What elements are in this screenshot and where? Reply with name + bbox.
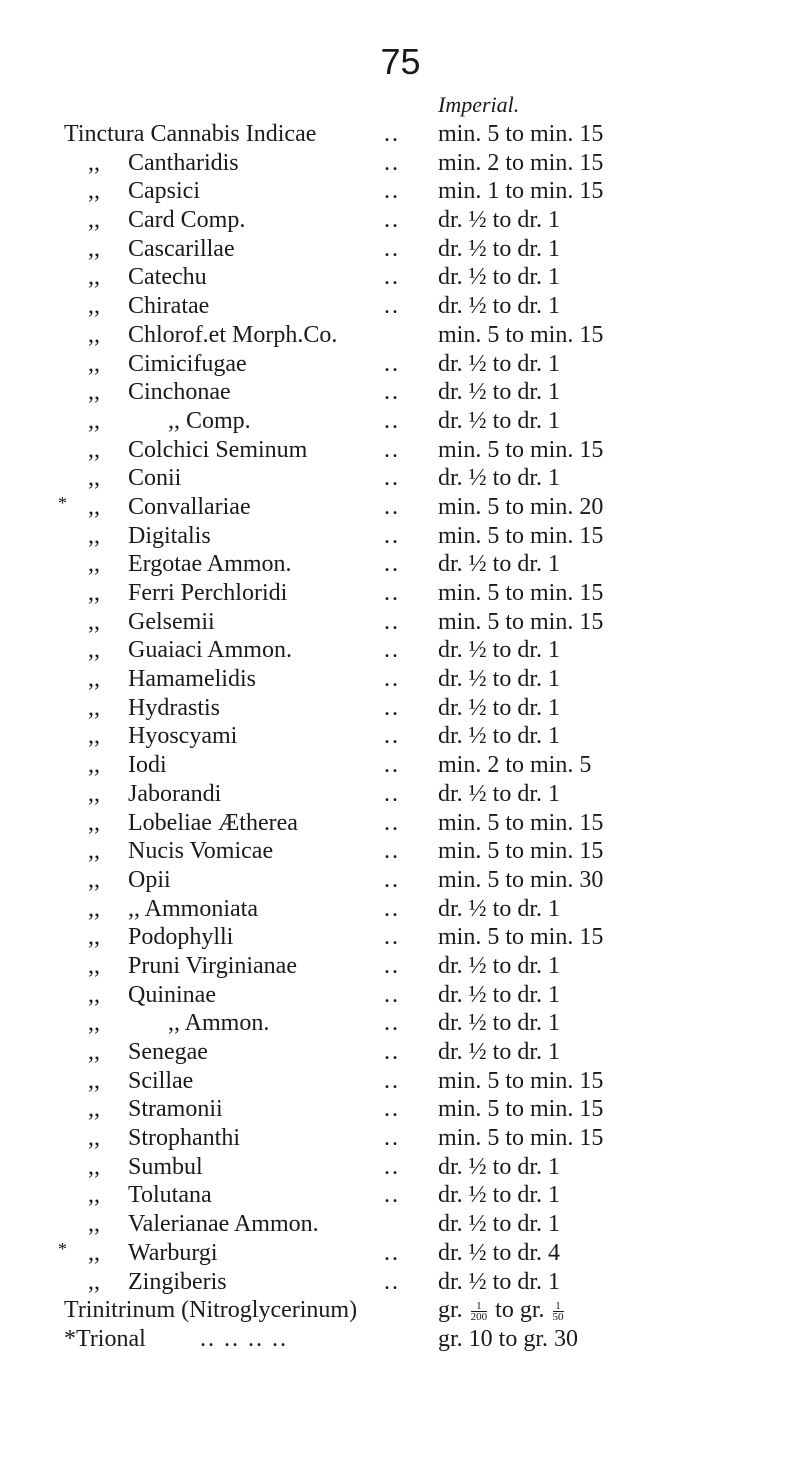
dose-range: dr. ½ to dr. 1: [438, 407, 561, 434]
table-row: [0, 923, 801, 952]
table-row: [0, 350, 801, 379]
table-row: [0, 694, 801, 723]
ditto-mark: ,,: [88, 1067, 100, 1094]
ditto-mark: ,,: [88, 207, 100, 234]
leader-dots: ..: [384, 723, 400, 750]
preparation-name: Chiratae: [128, 293, 210, 320]
dose-range: min. 5 to min. 15: [438, 522, 604, 549]
preparation-name: Zingiberis: [128, 1268, 227, 1295]
ditto-mark: ,,: [88, 809, 100, 836]
leader-dots: ..: [384, 924, 400, 951]
ditto-mark: ,,: [88, 1039, 100, 1065]
leader-dots: ..: [384, 752, 400, 779]
dose-range: dr. ½ to dr. 1: [438, 1039, 561, 1065]
dose-range: dr. ½ to dr. 1: [438, 379, 561, 406]
dose-range: dr. ½ to dr. 1: [438, 981, 561, 1008]
dose-range: min. 5 to min. 15: [438, 924, 604, 951]
dose-table: [0, 120, 801, 1354]
preparation-name: Trinitrinum (Nitroglycerinum): [64, 1297, 358, 1324]
table-row: [0, 522, 801, 551]
table-row: [0, 636, 801, 665]
leader-dots: ..: [384, 1096, 400, 1123]
dose-range: dr. ½ to dr. 1: [438, 207, 561, 234]
table-row: [0, 780, 801, 809]
dose-range: min. 5 to min. 15: [438, 1067, 604, 1094]
ditto-mark: ,,: [88, 580, 100, 606]
dose-range: dr. ½ to dr. 1: [438, 1211, 561, 1238]
leader-dots: .. .. .. ..: [200, 1325, 288, 1352]
leader-dots: ..: [384, 838, 400, 865]
preparation-name: Hamamelidis: [128, 666, 256, 693]
ditto-mark: ,,: [88, 1153, 100, 1180]
table-row: [0, 1210, 801, 1239]
preparation-name: Stramonii: [128, 1096, 223, 1123]
ditto-mark: ,,: [88, 178, 100, 205]
ditto-mark: ,,: [88, 293, 100, 320]
leader-dots: ..: [384, 264, 400, 291]
fraction: $\frac{1}{200}$: [470, 1300, 488, 1324]
leader-dots: ..: [384, 1010, 400, 1037]
dose-range: dr. ½ to dr. 1: [438, 666, 561, 693]
ditto-mark: ,,: [88, 149, 100, 176]
dose-range: min. 5 to min. 15: [438, 838, 604, 865]
table-row: [0, 407, 801, 436]
table-row: [0, 722, 801, 751]
dose-range: min. 5 to min. 30: [438, 866, 604, 893]
ditto-mark: ,,: [88, 666, 100, 693]
table-row: [0, 493, 801, 522]
table-row: [0, 436, 801, 465]
dose-range: dr. ½ to dr. 1: [438, 1268, 561, 1295]
leader-dots: ..: [384, 694, 400, 721]
dose-range: min. 5 to min. 20: [438, 493, 604, 520]
ditto-mark: ,,: [88, 1182, 100, 1209]
leader-dots: ..: [384, 235, 400, 262]
preparation-name: Quininae: [128, 981, 216, 1008]
ditto-mark: ,,: [88, 752, 100, 779]
ditto-mark: ,,: [88, 379, 100, 406]
fraction: $\frac{1}{50}$: [552, 1300, 564, 1324]
preparation-name: ,, Ammon.: [168, 1010, 270, 1037]
dose-range: dr. ½ to dr. 1: [438, 1153, 561, 1180]
preparation-name: Catechu: [128, 264, 207, 291]
ditto-mark: ,,: [88, 1211, 100, 1238]
ditto-mark: ,,: [88, 1010, 100, 1037]
page-number: 75: [380, 41, 421, 82]
table-row: [0, 235, 801, 264]
dose-range: dr. ½ to dr. 4: [438, 1239, 561, 1266]
preparation-name: ,, Ammoniata: [128, 895, 258, 922]
dose-range: dr. ½ to dr. 1: [438, 235, 561, 262]
dose-range: dr. ½ to dr. 1: [438, 293, 561, 320]
leader-dots: ..: [384, 1067, 400, 1094]
dose-range: dr. ½ to dr. 1: [438, 694, 561, 721]
preparation-name: Cantharidis: [128, 149, 239, 176]
table-row: [0, 378, 801, 407]
dose-range: min. 5 to min. 15: [438, 121, 604, 147]
dose-range: dr. ½ to dr. 1: [438, 551, 561, 578]
table-row: [0, 1038, 801, 1067]
table-row: [0, 895, 801, 924]
leader-dots: ..: [384, 522, 400, 549]
ditto-mark: ,,: [88, 838, 100, 865]
table-row: [0, 981, 801, 1010]
preparation-name: Cascarillae: [128, 235, 235, 262]
leader-dots: ..: [384, 436, 400, 463]
ditto-mark: ,,: [88, 321, 100, 348]
preparation-name: Senegae: [128, 1039, 208, 1065]
column-heading: Imperial.: [438, 92, 520, 117]
preparation-name: Opii: [128, 866, 171, 893]
table-row: [0, 177, 801, 206]
ditto-mark: ,,: [88, 436, 100, 463]
dose-range: dr. ½ to dr. 1: [438, 350, 561, 377]
dose-range: dr. ½ to dr. 1: [438, 780, 561, 807]
preparation-name: Sumbul: [128, 1153, 203, 1180]
dose-range: dr. ½ to dr. 1: [438, 465, 561, 492]
ditto-mark: ,,: [88, 493, 100, 520]
ditto-mark: ,,: [88, 723, 100, 750]
dose-range: dr. ½ to dr. 1: [438, 723, 561, 750]
preparation-name: Hyoscyami: [128, 723, 238, 750]
preparation-name: Hydrastis: [128, 694, 220, 721]
ditto-mark: ,,: [88, 1239, 100, 1266]
preparation-name: Jaborandi: [128, 780, 222, 807]
preparation-name: Cimicifugae: [128, 350, 247, 377]
preparation-name: Colchici Seminum: [128, 436, 308, 463]
leader-dots: ..: [384, 981, 400, 1008]
table-row: [0, 1124, 801, 1153]
preparation-name: Scillae: [128, 1067, 194, 1094]
leader-dots: ..: [384, 1182, 400, 1209]
preparation-name: Tinctura Cannabis Indicae: [64, 121, 317, 147]
table-row: [0, 665, 801, 694]
ditto-mark: ,,: [88, 407, 100, 434]
preparation-name: Chlorof.et Morph.Co.: [128, 321, 338, 348]
dose-range: dr. ½ to dr. 1: [438, 895, 561, 922]
table-row: [0, 751, 801, 780]
table-row: [0, 952, 801, 981]
leader-dots: ..: [384, 608, 400, 635]
table-row: [0, 1067, 801, 1096]
leader-dots: ..: [384, 465, 400, 492]
preparation-name: Gelsemii: [128, 608, 215, 635]
ditto-mark: ,,: [88, 264, 100, 291]
table-row: [0, 1009, 801, 1038]
dose-range: min. 2 to min. 15: [438, 149, 604, 176]
ditto-mark: ,,: [88, 551, 100, 578]
dose-range: min. 5 to min. 15: [438, 1096, 604, 1123]
table-row: [0, 608, 801, 637]
ditto-mark: ,,: [88, 1096, 100, 1123]
dose-range: dr. ½ to dr. 1: [438, 1010, 561, 1037]
leader-dots: ..: [384, 866, 400, 893]
table-row: [0, 263, 801, 292]
preparation-name: Strophanthi: [128, 1125, 240, 1152]
dose-range: min. 1 to min. 15: [438, 178, 604, 205]
ditto-mark: ,,: [88, 694, 100, 721]
preparation-name: Cinchonae: [128, 379, 231, 406]
table-row: [0, 206, 801, 235]
dose-range: min. 5 to min. 15: [438, 809, 604, 836]
dose-range: dr. ½ to dr. 1: [438, 952, 561, 979]
table-row: [0, 579, 801, 608]
preparation-name: Ergotae Ammon.: [128, 551, 292, 578]
preparation-name: Nucis Vomicae: [128, 838, 274, 865]
leader-dots: ..: [384, 350, 400, 377]
leader-dots: ..: [384, 1125, 400, 1152]
ditto-mark: ,,: [88, 780, 100, 807]
ditto-mark: ,,: [88, 608, 100, 635]
ditto-mark: ,,: [88, 924, 100, 951]
preparation-name: Conii: [128, 465, 182, 492]
dose-range: min. 5 to min. 15: [438, 436, 604, 463]
leader-dots: ..: [384, 780, 400, 807]
ditto-mark: ,,: [88, 1268, 100, 1295]
preparation-name: Ferri Perchloridi: [128, 580, 288, 606]
preparation-name: Lobeliae Ætherea: [128, 809, 298, 836]
leader-dots: ..: [384, 551, 400, 578]
dose-range: dr. ½ to dr. 1: [438, 637, 561, 664]
dose-range: min. 5 to min. 15: [438, 321, 604, 348]
table-row: [0, 321, 801, 350]
leader-dots: ..: [384, 407, 400, 434]
dose-range: gr. $\frac{1}{200}$ to gr. $\frac{1}{50}$: [438, 1297, 564, 1324]
table-row: [0, 550, 801, 579]
ditto-mark: ,,: [88, 522, 100, 549]
preparation-name: Tolutana: [128, 1182, 212, 1209]
dose-range: dr. ½ to dr. 1: [438, 264, 561, 291]
ditto-mark: ,,: [88, 465, 100, 492]
table-row: [0, 292, 801, 321]
table-row: [0, 120, 801, 149]
preparation-name: Podophylli: [128, 924, 234, 951]
leader-dots: ..: [384, 379, 400, 406]
preparation-name: Capsici: [128, 178, 200, 205]
ditto-mark: ,,: [88, 866, 100, 893]
table-row: [0, 1153, 801, 1182]
ditto-mark: ,,: [88, 1125, 100, 1152]
preparation-name: Iodi: [128, 752, 167, 779]
leader-dots: ..: [384, 952, 400, 979]
leader-dots: ..: [384, 580, 400, 606]
leader-dots: ..: [384, 207, 400, 234]
table-row: [0, 1239, 801, 1268]
ditto-mark: ,,: [88, 895, 100, 922]
preparation-name: Warburgi: [128, 1239, 218, 1266]
ditto-mark: ,,: [88, 350, 100, 377]
leader-dots: ..: [384, 1153, 400, 1180]
table-row: [0, 1296, 801, 1325]
table-row: [0, 1268, 801, 1297]
preparation-name: Guaiaci Ammon.: [128, 637, 292, 664]
leader-dots: ..: [384, 1039, 400, 1065]
preparation-name: ,, Comp.: [168, 407, 251, 434]
table-row: [0, 1325, 801, 1354]
preparation-name: Card Comp.: [128, 207, 246, 234]
dose-range: dr. ½ to dr. 1: [438, 1182, 561, 1209]
preparation-name: Convallariae: [128, 493, 251, 520]
leader-dots: ..: [384, 637, 400, 664]
table-row: [0, 464, 801, 493]
dose-range: min. 5 to min. 15: [438, 1125, 604, 1152]
table-row: [0, 1095, 801, 1124]
dose-range: min. 2 to min. 5: [438, 752, 592, 779]
preparation-name: *Trional: [64, 1325, 146, 1352]
table-row: [0, 149, 801, 178]
asterisk-marker: *: [58, 1238, 67, 1259]
preparation-name: Valerianae Ammon.: [128, 1211, 319, 1238]
ditto-mark: ,,: [88, 235, 100, 262]
leader-dots: ..: [384, 895, 400, 922]
leader-dots: ..: [384, 1239, 400, 1266]
asterisk-marker: *: [58, 492, 67, 513]
leader-dots: ..: [384, 809, 400, 836]
table-row: [0, 837, 801, 866]
dose-range: min. 5 to min. 15: [438, 608, 604, 635]
leader-dots: ..: [384, 293, 400, 320]
ditto-mark: ,,: [88, 981, 100, 1008]
leader-dots: ..: [384, 666, 400, 693]
table-row: [0, 866, 801, 895]
leader-dots: ..: [384, 121, 400, 147]
table-row: [0, 1181, 801, 1210]
ditto-mark: ,,: [88, 952, 100, 979]
leader-dots: ..: [384, 149, 400, 176]
leader-dots: ..: [384, 1268, 400, 1295]
ditto-mark: ,,: [88, 637, 100, 664]
leader-dots: ..: [384, 178, 400, 205]
preparation-name: Pruni Virginianae: [128, 952, 297, 979]
dose-range: min. 5 to min. 15: [438, 580, 604, 606]
table-row: [0, 809, 801, 838]
preparation-name: Digitalis: [128, 522, 211, 549]
dose-range: gr. 10 to gr. 30: [438, 1325, 579, 1352]
leader-dots: ..: [384, 493, 400, 520]
